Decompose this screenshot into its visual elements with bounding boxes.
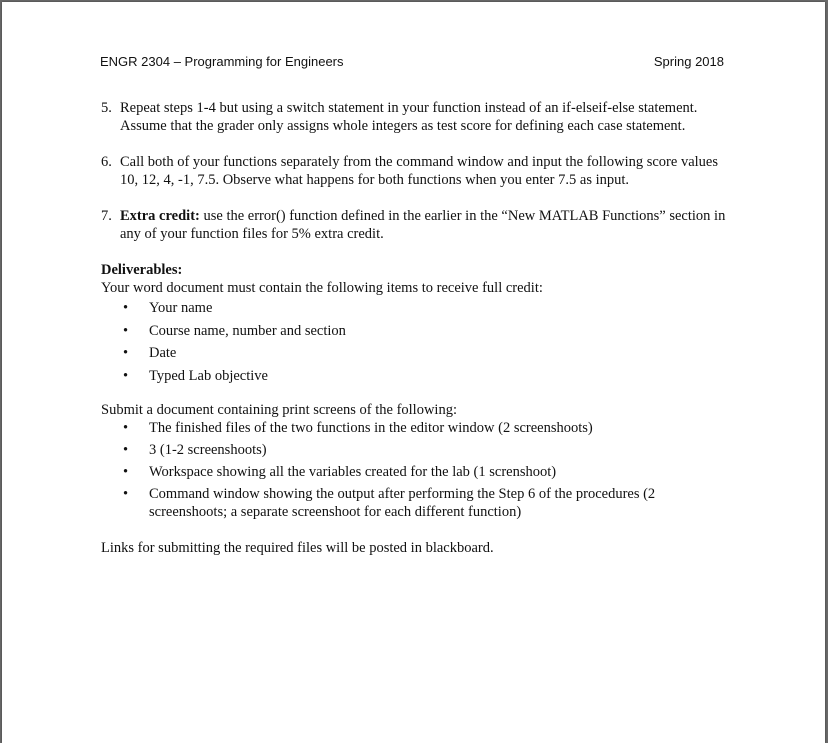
list-item [101,320,731,343]
deliverables-intro: Your word document must contain the following items to receive full credit: [101,280,543,296]
bullet-icon: • [123,420,129,436]
submit-list [101,419,731,521]
bullet-icon: • [123,322,129,339]
bullet-icon: • [123,486,129,502]
document-body [101,99,731,557]
list-item [101,297,731,320]
list-item-text: Command window showing the output after performing the Step 6 of the procedures (2 screenshoots; a separate screenshoot for each different function) [149,486,656,520]
list-item-text: 3 (1-2 screenshoots) [149,442,267,458]
list-item-text: Typed Lab objective [149,367,268,384]
extra-credit-text: use the error() function defined in the earlier in the “New MATLAB Functions” section in any of your function files for 5% extra credit. [120,208,726,242]
list-item [101,441,731,459]
step-number: 5. [101,100,112,116]
list-item-text: Date [149,345,177,361]
list-item [101,463,731,481]
list-item-text: Workspace showing all the variables created for the lab (1 screnshoot) [149,464,557,480]
extra-credit-label: Extra credit: [120,208,200,224]
bullet-icon: • [123,300,129,316]
list-item-text: Course name, number and section [149,322,346,339]
step-text: Repeat steps 1-4 but using a switch statement in your function instead of an if-elseif-else statement. Assume that the grader only assigns whole integers as test score for defining each case statement. [120,100,698,134]
course-title: ENGR 2304 – Programming for Engineers [100,54,344,69]
step-6 [101,153,731,189]
document-page [2,2,825,743]
deliverables-list [101,297,731,387]
step-number: 7. [101,208,112,224]
bullet-icon: • [123,442,129,458]
bullet-icon: • [123,345,129,361]
step-number: 6. [101,154,112,170]
list-item [101,342,731,365]
step-7 [101,207,731,243]
list-item [101,419,731,437]
list-item-text: The finished files of the two functions in the editor window (2 screenshoots) [149,420,593,436]
deliverables-title: Deliverables: [101,262,183,278]
list-item-text: Your name [149,300,213,316]
footer-note: Links for submitting the required files will be posted in blackboard. [101,540,494,556]
step-text: Call both of your functions separately from the command window and input the following score values 10, 12, 4, -1, 7.5. Observe what happens for both functions when you enter 7.5 as input. [120,154,718,188]
step-text [120,207,731,243]
step-5 [101,99,731,135]
list-item [101,485,731,521]
term-label: Spring 2018 [653,54,724,69]
submit-intro: Submit a document containing print screens of the following: [101,402,457,418]
bullet-icon: • [123,367,129,384]
list-item [101,365,731,388]
bullet-icon: • [123,464,129,480]
